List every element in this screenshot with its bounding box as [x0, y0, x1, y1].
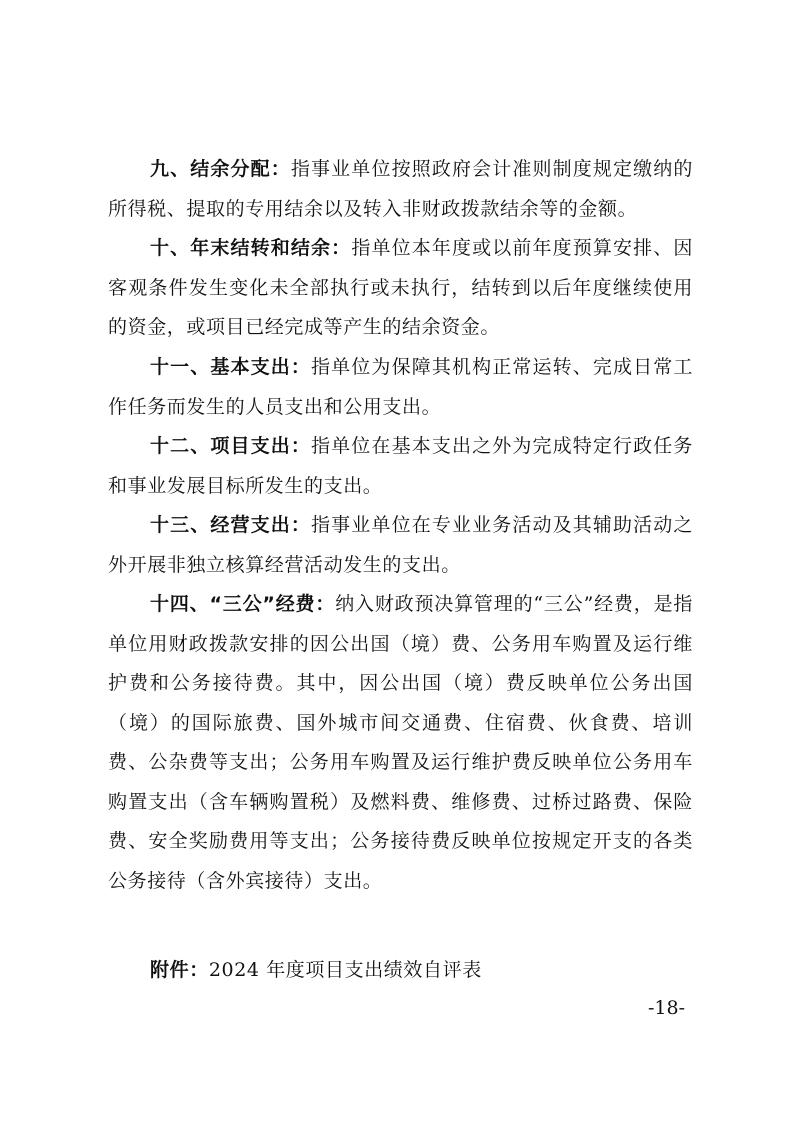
term-definition: 指单位在基本支出之外为完成特定行政任务和事业发展目标所发生的支出。: [108, 435, 693, 497]
attachment-label: 附件：: [150, 959, 209, 981]
paragraph-project-expenditure: [108, 427, 693, 506]
term-definition: 指事业单位在专业业务活动及其辅助活动之外开展非独立核算经营活动发生的支出。: [108, 514, 693, 576]
paragraph-basic-expenditure: [108, 348, 693, 427]
term-definition: 指单位为保障其机构正常运转、完成日常工作任务而发生的人员支出和公用支出。: [108, 356, 693, 418]
term-heading: 十一、基本支出：: [150, 356, 312, 378]
term-definition: 指单位本年度或以前年度预算安排、因客观条件发生变化未全部执行或未执行，结转到以后年度继续使用的资金，或项目已经完成等产生的结余资金。: [108, 237, 693, 338]
term-heading: 十、年末结转和结余：: [150, 237, 352, 259]
paragraph-three-public-expenses: [108, 585, 693, 901]
paragraph-operating-expenditure: [108, 506, 693, 585]
term-heading: 十四、“三公”经费：: [150, 593, 336, 615]
paragraph-year-end-carryover: [108, 229, 693, 348]
term-definition: 纳入财政预决算管理的“三公”经费，是指单位用财政拨款安排的因公出国（境）费、公务用车购置及运行维护费和公务接待费。其中，因公出国（境）费反映单位公务出国（境）的国际旅费、国外城市间交通费、住宿费、伙食费、培训费、公杂费等支出；公务用车购置及运行维护费反映单位公务用车购置支出（含车辆购置税）及燃料费、维修费、过桥过路费、保险费、安全奖励费用等支出；公务接待费反映单位按规定开支的各类公务接待（含外宾接待）支出。: [108, 593, 693, 892]
term-heading: 九、结余分配：: [150, 158, 291, 180]
term-heading: 十二、项目支出：: [150, 435, 312, 457]
attachment-line: [150, 955, 482, 985]
term-definition: 指事业单位按照政府会计准则制度规定缴纳的所得税、提取的专用结余以及转入非财政拨款结余等的金额。: [108, 158, 693, 220]
page-number: -18-: [648, 997, 686, 1019]
term-heading: 十三、经营支出：: [150, 514, 312, 536]
attachment-title: 2024 年度项目支出绩效自评表: [208, 959, 482, 981]
paragraph-surplus-distribution: [108, 150, 693, 229]
